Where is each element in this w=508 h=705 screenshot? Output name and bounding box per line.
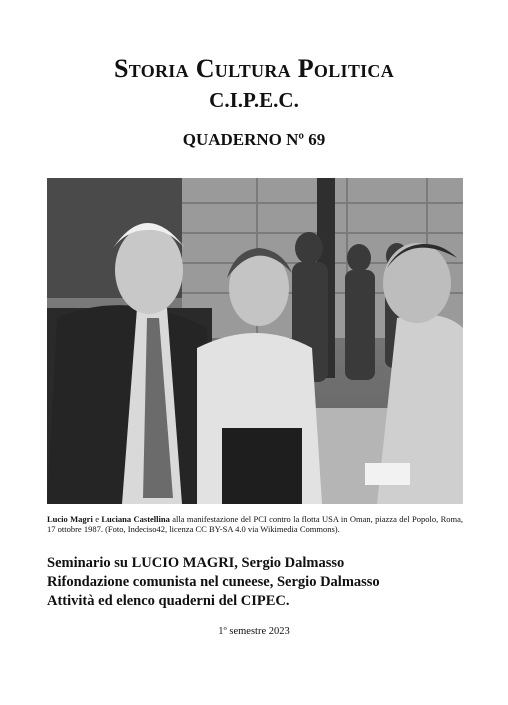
contents-item: Seminario su LUCIO MAGRI, Sergio Dalmasso: [47, 555, 345, 571]
photo-caption: [47, 514, 463, 534]
journal-title: Storia Cultura Politica: [113, 54, 395, 83]
contents-item: Attività ed elenco quaderni del CIPEC.: [47, 593, 290, 609]
caption-name-1: Lucio Magri: [47, 514, 93, 524]
publication-date: 1º semestre 2023: [218, 626, 290, 637]
publisher-name: C.I.P.E.C.: [209, 88, 299, 112]
contents-list: [47, 554, 467, 611]
contents-item: Rifondazione comunista nel cuneese, Sergio Dalmasso: [47, 574, 380, 590]
caption-text: alla manifestazione del PCI contro la flotta USA in Oman, piazza del Popolo, Roma, 17 ottobre 1987. (Foto, Indeciso42, licenza CC BY-SA 4.0 via Wikimedia Commons).: [47, 514, 463, 534]
photo-people-street-icon: [47, 178, 463, 504]
issue-number: QUADERNO Nº 69: [182, 130, 326, 149]
caption-connector: e: [92, 514, 102, 524]
caption-name-2: Luciana Castellina: [101, 514, 170, 524]
cover-photo: [47, 178, 463, 504]
